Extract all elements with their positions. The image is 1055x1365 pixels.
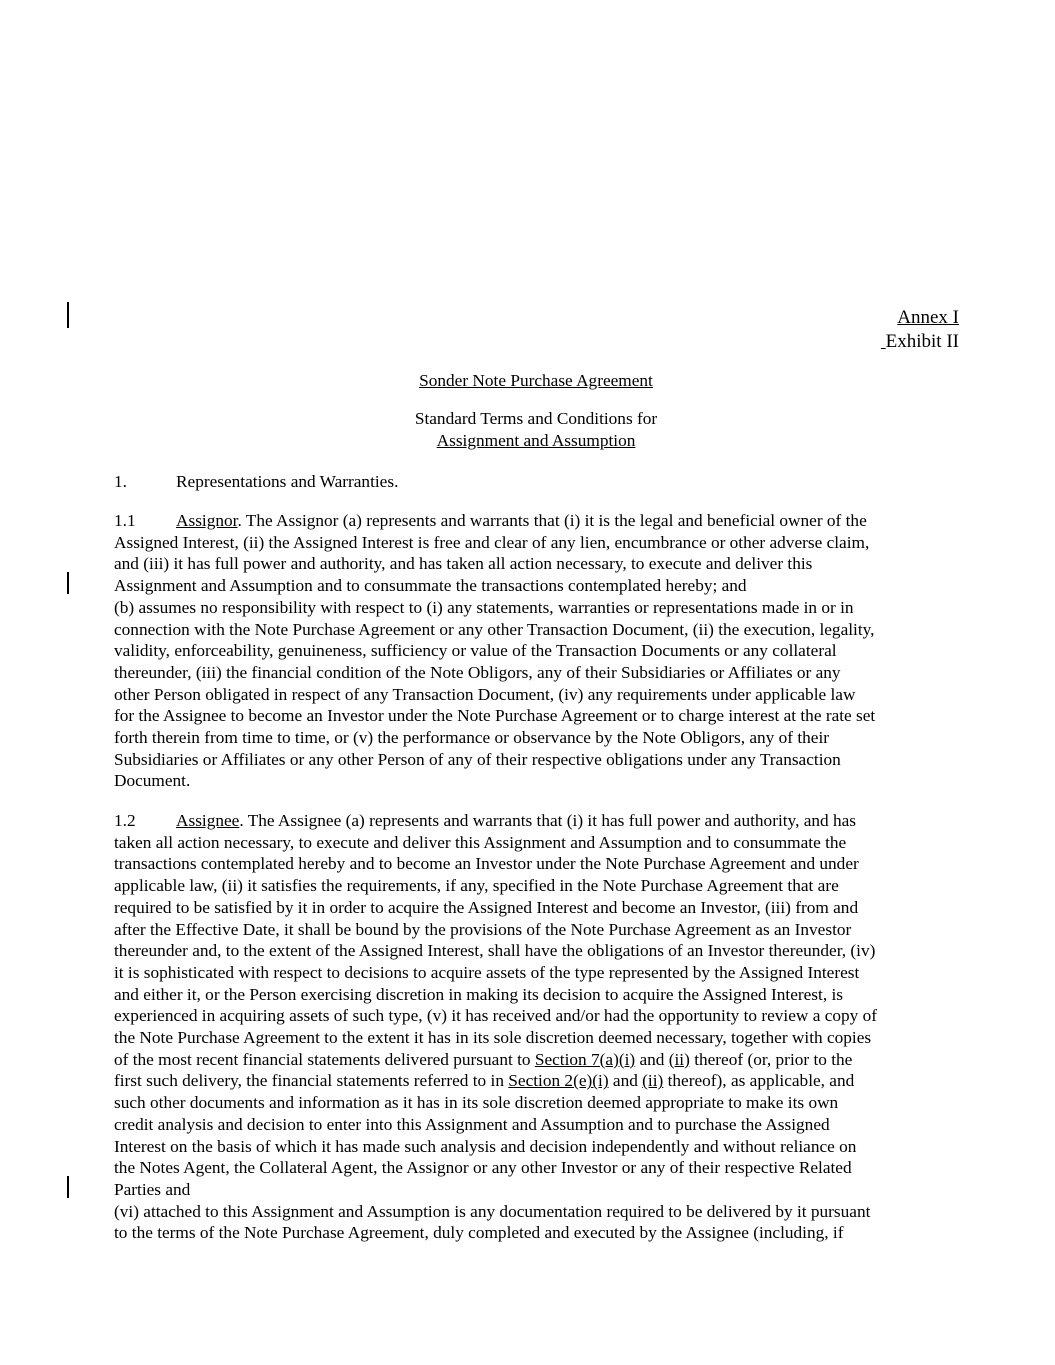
paragraph-line: taken all action necessary, to execute and deliver this Assignment and Assumption and to consummate the xyxy=(114,832,847,852)
paragraph-line: (vi) attached to this Assignment and Assumption is any documentation required to be delivered by it pursuant xyxy=(114,1201,871,1221)
paragraph-line: Assignment and Assumption and to consummate the transactions contemplated hereby; and xyxy=(114,576,747,596)
document-subtitle xyxy=(0,408,1055,452)
subtitle-line-2: Assignment and Assumption xyxy=(436,431,636,450)
paragraph-line: other Person obligated in respect of any Transaction Document, (iv) any requirements under applicable law xyxy=(114,684,856,704)
cross-reference-link[interactable]: Section 7(a)(i) xyxy=(534,1049,636,1069)
paragraph-line: applicable law, (ii) it satisfies the requirements, if any, specified in the Note Purchase Agreement that are xyxy=(114,876,839,896)
exhibit-header xyxy=(881,330,959,354)
document-title: Sonder Note Purchase Agreement xyxy=(419,371,653,390)
section-number: 1. xyxy=(114,472,127,491)
paragraph-line: after the Effective Date, it shall be bound by the provisions of the Note Purchase Agreement as an Investor xyxy=(114,919,852,939)
cross-reference-link[interactable]: (ii) xyxy=(668,1049,690,1069)
exhibit-label: Exhibit II xyxy=(885,331,959,352)
paragraph-line: the Notes Agent, the Collateral Agent, the Assignor or any other Investor or any of their respective Related xyxy=(114,1158,852,1178)
cross-reference-link[interactable]: Section 2(e)(i) xyxy=(508,1071,609,1091)
paragraph-line: and (iii) it has full power and authority, and has taken all action necessary, to execute and deliver this xyxy=(114,554,813,574)
paragraph-line: forth therein from time to time, or (v) the performance or observance by the Note Obligors, any of their xyxy=(114,728,830,748)
section-number: 1.2 xyxy=(114,811,136,830)
paragraph-line: 1.2 Assignee. The Assignee (a) represents and warrants that (i) it has full power and authority, and has xyxy=(114,811,857,830)
paragraph-line: Assigned Interest, (ii) the Assigned Interest is free and clear of any lien, encumbrance or other adverse claim, xyxy=(114,532,870,552)
paragraph-line: such other documents and information as it has in its sole discretion deemed appropriate to make its own xyxy=(114,1093,839,1113)
paragraph-line: Document. xyxy=(114,771,191,791)
annex-label: Annex I xyxy=(897,307,959,328)
paragraph-line: Interest on the basis of which it has made such analysis and decision independently and without reliance on xyxy=(114,1136,857,1156)
paragraph-line: and either it, or the Person exercising discretion in making its decision to acquire the Assigned Interest, is xyxy=(114,984,844,1004)
paragraph-line: Parties and xyxy=(114,1179,191,1199)
cross-reference-link[interactable]: (ii) xyxy=(642,1071,664,1091)
paragraph-line: (b) assumes no responsibility with respect to (i) any statements, warranties or representations made in or in xyxy=(114,597,854,617)
paragraph-line: experienced in acquiring assets of such type, (v) it has received and/or had the opportunity to review a copy of xyxy=(114,1006,877,1026)
section-heading: Representations and Warranties. xyxy=(176,472,399,491)
paragraph-line: validity, enforceability, genuineness, sufficiency or value of the Transaction Documents or any collateral xyxy=(114,641,837,661)
subtitle-line-1: Standard Terms and Conditions for xyxy=(414,409,658,428)
section-1-2 xyxy=(114,810,974,1244)
revision-bar xyxy=(67,302,69,328)
defined-term: Assignor xyxy=(176,511,238,530)
paragraph-line: to the terms of the Note Purchase Agreement, duly completed and executed by the Assignee (including, if xyxy=(114,1223,844,1243)
paragraph-line: thereunder, (iii) the financial condition of the Note Obligors, any of their Subsidiaries or Affiliates or any xyxy=(114,662,841,682)
paragraph-line: first such delivery, the financial statements referred to in Section 2(e)(i) and (ii) thereof), as applicable, and xyxy=(114,1071,855,1091)
paragraph-line: the Note Purchase Agreement to the extent it has in its sole discretion deemed necessary, together with copies xyxy=(114,1028,872,1048)
paragraph-line: 1.1 Assignor. The Assignor (a) represents and warrants that (i) it is the legal and beneficial owner of the xyxy=(114,511,867,530)
paragraph-line: thereunder and, to the extent of the Assigned Interest, shall have the obligations of an Investor thereunder, (iv) xyxy=(114,941,876,961)
paragraph-line: connection with the Note Purchase Agreement or any other Transaction Document, (ii) the execution, legality, xyxy=(114,619,875,639)
paragraph-line: credit analysis and decision to enter into this Assignment and Assumption and to purchase the Assigned xyxy=(114,1114,830,1134)
revision-bar xyxy=(67,1176,69,1198)
paragraph-line: transactions contemplated hereby and to become an Investor under the Note Purchase Agreement and under xyxy=(114,854,859,874)
annex-header xyxy=(897,306,959,330)
defined-term: Assignee xyxy=(176,811,240,830)
section-1-1 xyxy=(114,510,974,792)
paragraph-line: Subsidiaries or Affiliates or any other Person of any of their respective obligations under any Transaction xyxy=(114,749,841,769)
section-1-heading xyxy=(114,471,974,493)
paragraph-line: required to be satisfied by it in order to acquire the Assigned Interest and become an Investor, (iii) from and xyxy=(114,897,859,917)
revision-bar xyxy=(67,572,69,594)
section-number: 1.1 xyxy=(114,511,136,530)
paragraph-line: of the most recent financial statements delivered pursuant to Section 7(a)(i) and (ii) thereof (or, prior to the xyxy=(114,1049,853,1069)
paragraph-line: it is sophisticated with respect to decisions to acquire assets of the type represented by the Assigned Interest xyxy=(114,962,860,982)
paragraph-line: for the Assignee to become an Investor under the Note Purchase Agreement or to charge interest at the rate set xyxy=(114,706,876,726)
